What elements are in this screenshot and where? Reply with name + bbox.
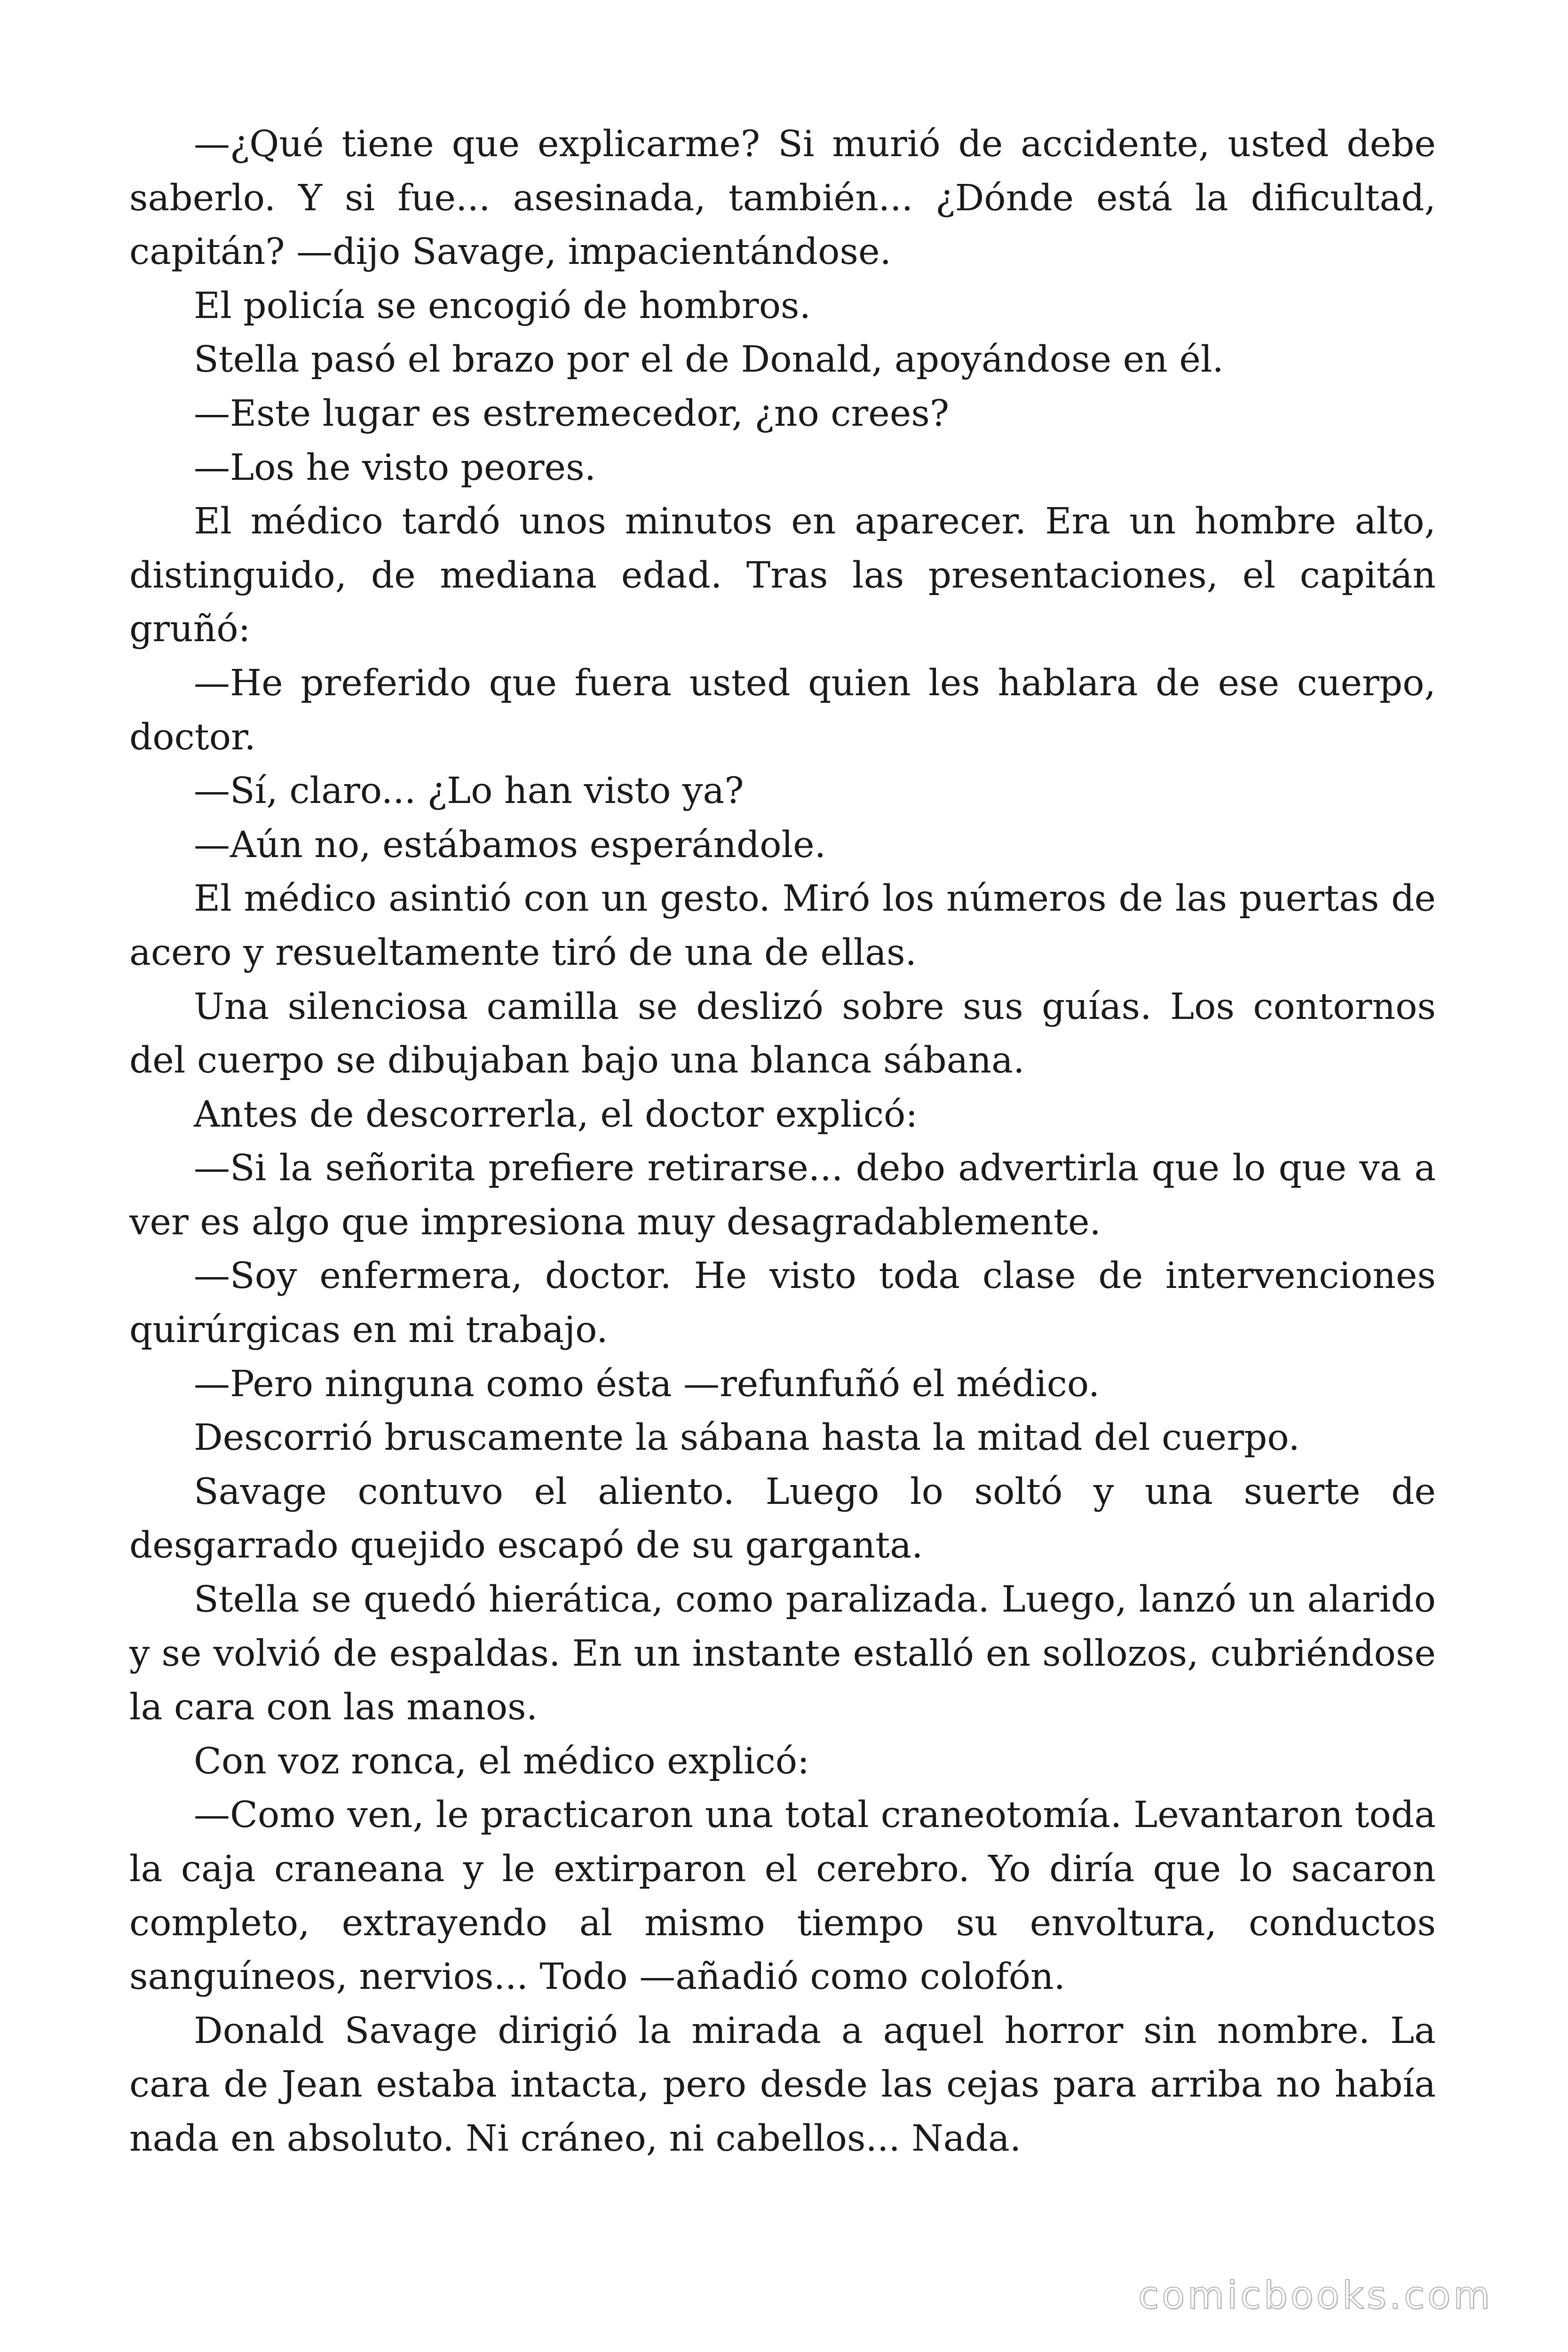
paragraph: —He preferido que fuera usted quien les hablara de ese cuerpo, doctor. bbox=[129, 662, 1436, 758]
paragraph: El policía se encogió de hombros. bbox=[194, 285, 811, 327]
paragraph: Stella pasó el brazo por el de Donald, apoyándose en él. bbox=[194, 339, 1224, 381]
paragraph: El médico asintió con un gesto. Miró los números de las puertas de acero y resueltamente tiró de una de ellas. bbox=[129, 878, 1436, 974]
paragraph: —¿Qué tiene que explicarme? Si murió de accidente, usted debe saberlo. Y si fue... asesinada, también... ¿Dónde está la dificultad, capitán? —dijo Savage, impacientándose. bbox=[129, 123, 1436, 273]
paragraph: —Pero ninguna como ésta —refunfuñó el médico. bbox=[194, 1363, 1100, 1405]
paragraph: —Aún no, estábamos esperándole. bbox=[194, 824, 826, 866]
paragraph: —Sí, claro... ¿Lo han visto ya? bbox=[194, 770, 744, 812]
paragraph: Una silenciosa camilla se deslizó sobre sus guías. Los contornos del cuerpo se dibujaban bajo una blanca sábana. bbox=[129, 985, 1436, 1082]
paragraph: Donald Savage dirigió la mirada a aquel horror sin nombre. La cara de Jean estaba intacta, pero desde las cejas para arriba no había nada en absoluto. Ni cráneo, ni cabellos... Nada. bbox=[129, 2010, 1436, 2160]
page-text-block bbox=[129, 118, 1436, 2166]
paragraph: Stella se quedó hierática, como paralizada. Luego, lanzó un alarido y se volvió de espaldas. En un instante estalló en sollozos, cubriéndose la cara con las manos. bbox=[129, 1579, 1436, 1729]
paragraph: Descorrió bruscamente la sábana hasta la mitad del cuerpo. bbox=[194, 1417, 1300, 1459]
paragraph: Con voz ronca, el médico explicó: bbox=[194, 1740, 810, 1782]
paragraph: —Los he visto peores. bbox=[194, 446, 596, 489]
paragraph: Antes de descorrerla, el doctor explicó: bbox=[194, 1093, 918, 1136]
paragraph: Savage contuvo el aliento. Luego lo soltó y una suerte de desgarrado quejido escapó de su garganta. bbox=[129, 1470, 1436, 1567]
paragraph: —Si la señorita prefiere retirarse... debo advertirla que lo que va a ver es algo que impresiona muy desagradablemente. bbox=[129, 1147, 1436, 1243]
paragraph: El médico tardó unos minutos en aparecer. Era un hombre alto, distinguido, de mediana edad. Tras las presentaciones, el capitán gruñó: bbox=[129, 501, 1436, 651]
watermark: comicbooks.com bbox=[1138, 2273, 1493, 2317]
paragraph: —Como ven, le practicaron una total craneotomía. Levantaron toda la caja craneana y le extirparon el cerebro. Yo diría que lo sacaron completo, extrayendo al mismo tiempo su envoltura, conductos sanguíneos, nervios... Todo —añadió como colofón. bbox=[129, 1794, 1436, 1998]
paragraph: —Este lugar es estremecedor, ¿no crees? bbox=[194, 392, 950, 435]
paragraph: —Soy enfermera, doctor. He visto toda clase de intervenciones quirúrgicas en mi trabajo. bbox=[129, 1255, 1436, 1351]
